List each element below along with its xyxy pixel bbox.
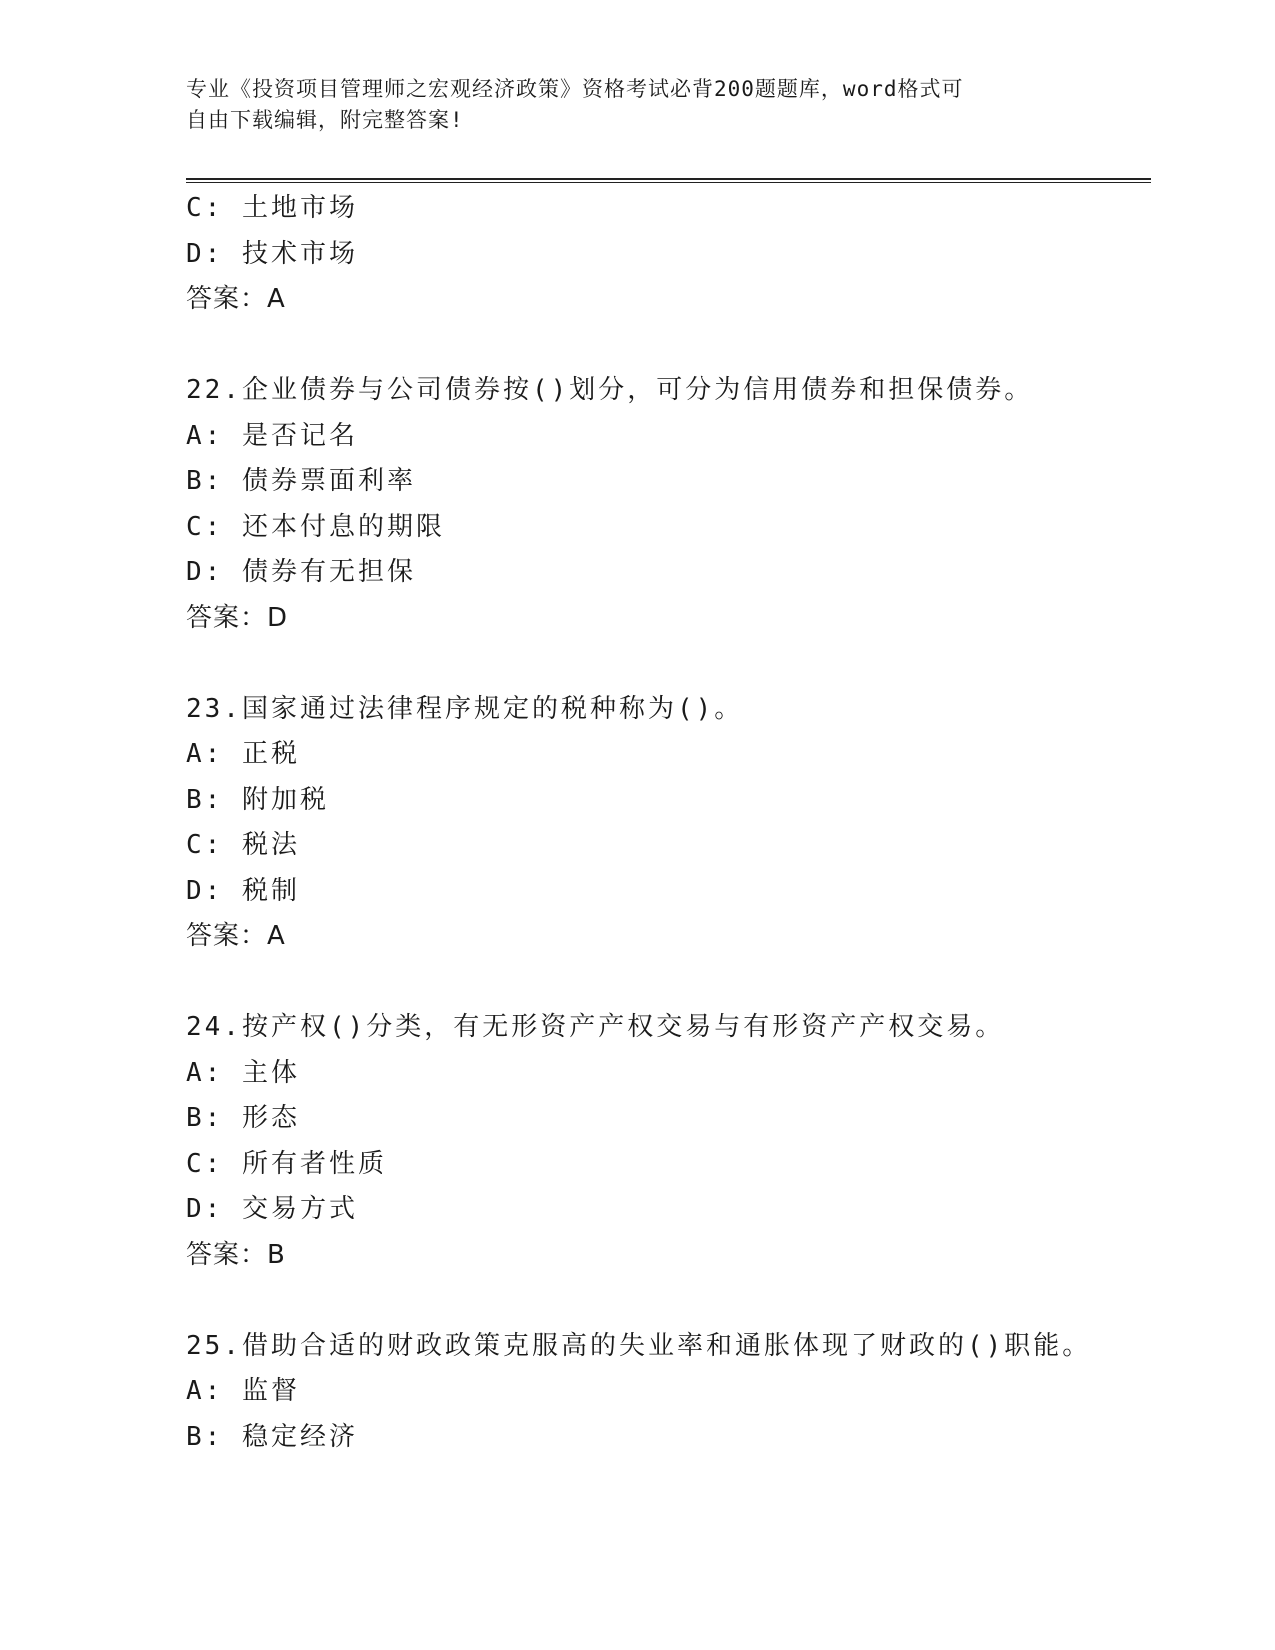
question-list xyxy=(186,186,1151,1460)
option-d: D: 技术市场 xyxy=(186,238,358,269)
option-c: C: 土地市场 xyxy=(186,193,358,223)
answer-line: 答案：A xyxy=(186,921,286,951)
question-22 xyxy=(186,368,1151,641)
question-23 xyxy=(186,687,1151,960)
option-c: C: 税法 xyxy=(186,830,300,860)
answer-line: 答案：B xyxy=(186,1239,286,1270)
option-b: B: 债券票面利率 xyxy=(186,466,416,496)
header-divider xyxy=(186,178,1151,183)
option-c: C: 还本付息的期限 xyxy=(186,511,445,542)
option-a: A: 是否记名 xyxy=(186,420,358,451)
question-stem: 25.借助合适的财政政策克服高的失业率和通胀体现了财政的()职能。 xyxy=(186,1330,1092,1361)
spacer xyxy=(186,323,1151,369)
spacer xyxy=(186,641,1151,687)
answer-line: 答案：D xyxy=(186,602,289,633)
option-a: A: 监督 xyxy=(186,1376,300,1406)
option-b: B: 附加税 xyxy=(186,784,329,815)
spacer xyxy=(186,960,1151,1006)
option-d: D: 交易方式 xyxy=(186,1194,358,1224)
question-stem: 23.国家通过法律程序规定的税种称为()。 xyxy=(186,693,744,724)
option-d: D: 税制 xyxy=(186,875,300,906)
option-b: B: 形态 xyxy=(186,1103,300,1133)
option-a: A: 正税 xyxy=(186,739,300,769)
header-line-1: 专业《投资项目管理师之宏观经济政策》资格考试必背200题题库，word格式可 xyxy=(186,77,964,101)
question-fragment-21 xyxy=(186,186,1151,323)
option-b: B: 稳定经济 xyxy=(186,1421,358,1452)
question-24 xyxy=(186,1005,1151,1278)
spacer xyxy=(186,1278,1151,1324)
question-stem: 24.按产权()分类，有无形资产产权交易与有形资产产权交易。 xyxy=(186,1012,1005,1042)
answer-line: 答案：A xyxy=(186,284,286,314)
question-stem: 22.企业债券与公司债券按()划分，可分为信用债券和担保债券。 xyxy=(186,375,1034,405)
option-a: A: 主体 xyxy=(186,1057,300,1088)
header-line-2: 自由下载编辑，附完整答案! xyxy=(186,108,464,132)
option-d: D: 债券有无担保 xyxy=(186,557,416,587)
document-header xyxy=(186,74,1066,136)
option-c: C: 所有者性质 xyxy=(186,1148,387,1179)
question-25 xyxy=(186,1324,1151,1461)
